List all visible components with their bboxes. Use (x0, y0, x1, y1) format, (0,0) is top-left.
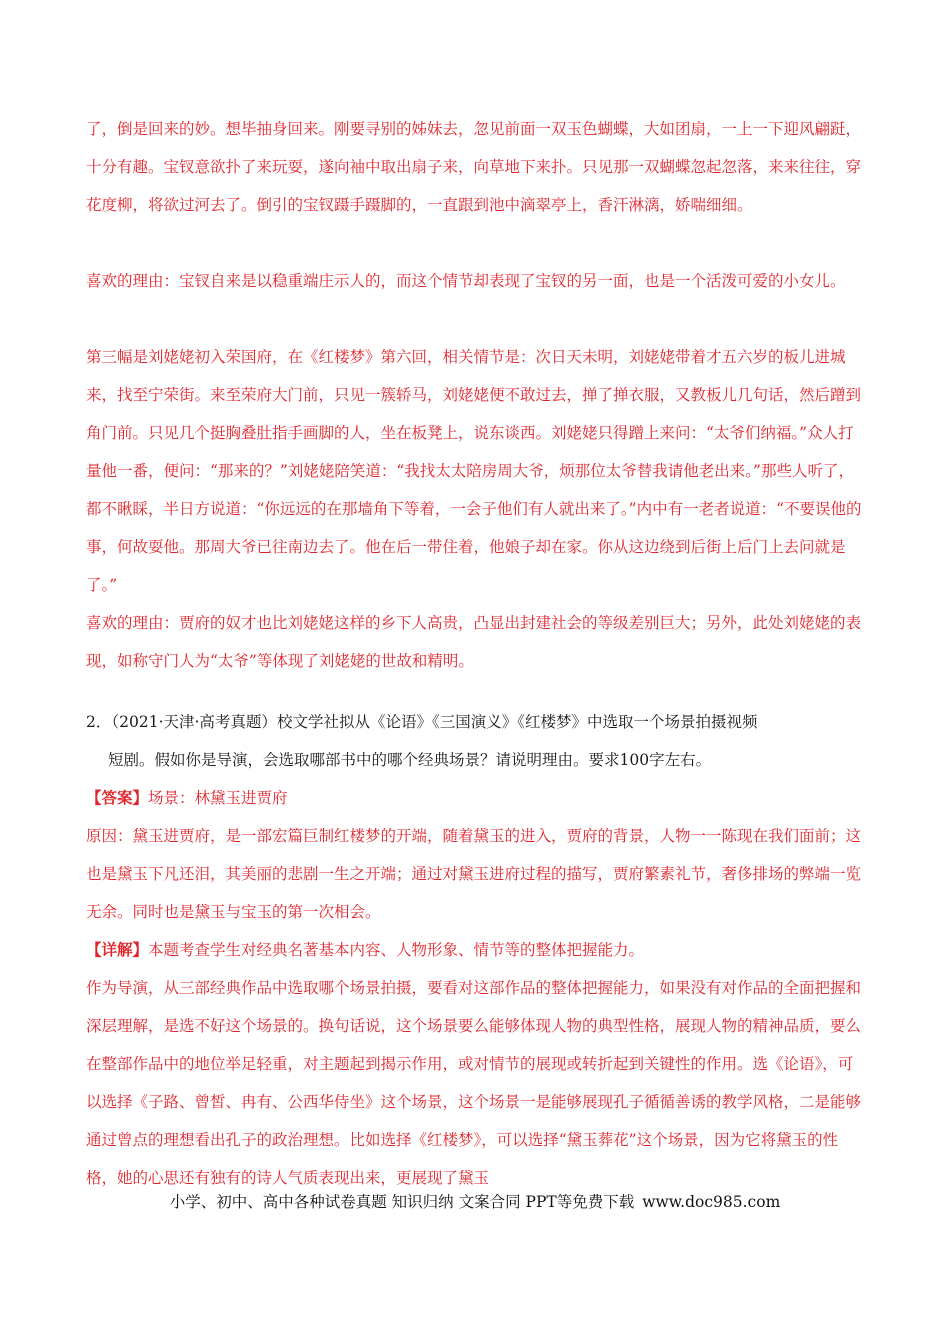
answer-scene (86, 779, 866, 817)
reason-paragraph-baochai: 喜欢的理由：宝钗自来是以稳重端庄示人的，而这个情节却表现了宝钗的另一面，也是一个活泼可爱的小女儿。 (86, 272, 846, 290)
footer-link[interactable]: www.doc985.com (642, 1193, 781, 1211)
story-paragraph-butterfly: 了，倒是回来的妙。想毕抽身回来。刚要寻别的姊妹去，忽见前面一双玉色蝴蝶，大如团扇，一上一下迎风翩跹，十分有趣。宝钗意欲扑了来玩耍，遂向袖中取出扇子来，向草地下来扑。只见那一双蝴蝶忽起忽落，来来往往，穿花度柳，将欲过河去了。倒引的宝钗蹑手蹑脚的，一直跟到池中滴翠亭上，香汗淋漓，娇喘细细。 (86, 120, 862, 214)
answer-scene-text: 场景：林黛玉进贾府 (148, 789, 288, 807)
answer-tag: 【答案】 (86, 788, 149, 807)
explain-intro-text: 本题考查学生对经典名著基本内容、人物形象、情节等的整体把握能力。 (148, 941, 645, 959)
question-source: （2021·天津·高考真题） (111, 713, 277, 731)
page-footer (0, 1188, 950, 1216)
explain-intro (86, 931, 866, 969)
footer-text: 小学、初中、高中各种试卷真题 知识归纳 文案合同 PPT等免费下载 (169, 1193, 635, 1211)
story-paragraph-liulaolao: 第三幅是刘姥姥初入荣国府，在《红楼梦》第六回，相关情节是：次日天未明，刘姥姥带着才五六岁的板儿进城来，找至宁荣街。来至荣府大门前，只见一簇轿马，刘姥姥便不敢过去，掸了掸衣服，又教板儿几句话，然后蹭到角门前。只见几个挺胸叠肚指手画脚的人，坐在板凳上，说东谈西。刘姥姥只得蹭上来问：“太爷们纳福。”众人打量他一番，便问：“那来的？”刘姥姥陪笑道：“我找太太陪房周大爷，烦那位太爷替我请他老出来。”那些人听了，都不瞅睬，半日方说道：“你远远的在那墙角下等着，一会子他们有人就出来了。”内中有一老者说道：“不要误他的事，何故耍他。那周大爷已往南边去了。他在后一带住着，他娘子却在家。你从这边绕到后街上后门上去问就是了。” (86, 348, 862, 594)
reason-paragraph-liulaolao: 喜欢的理由：贾府的奴才也比刘姥姥这样的乡下人高贵，凸显出封建社会的等级差别巨大；另外，此处刘姥姥的表现，如称守门人为“太爷”等体现了刘姥姥的世故和精明。 (86, 614, 862, 670)
question-number: 2． (86, 713, 112, 731)
explain-body: 作为导演，从三部经典作品中选取哪个场景拍摄，要看对这部作品的整体把握能力，如果没有对作品的全面把握和深层理解，是选不好这个场景的。换句话说，这个场景要么能够体现人物的典型性格，展现人物的精神品质，要么在整部作品中的地位举足轻重，对主题起到揭示作用，或对情节的展现或转折起到关键性的作用。选《论语》，可以选择《子路、曾皙、冉有、公西华侍坐》这个场景，这个场景一是能够展现孔子循循善诱的教学风格，二是能够通过曾点的理想看出孔子的政治理想。比如选择《红楼梦》，可以选择“黛玉葬花”这个场景，因为它将黛玉的性格，她的心思还有独有的诗人气质表现出来，更展现了黛玉 (86, 979, 862, 1187)
question-line-2: 短剧。假如你是导演，会选取哪部书中的哪个经典场景？请说明理由。要求100字左右。 (108, 751, 712, 769)
question-2 (86, 703, 866, 779)
question-line-1: 校文学社拟从《论语》《三国演义》《红楼梦》中选取一个场景拍摄视频 (276, 713, 758, 731)
explain-tag: 【详解】 (86, 940, 149, 959)
answer-reason: 原因：黛玉进贾府，是一部宏篇巨制红楼梦的开端，随着黛玉的进入，贾府的背景，人物一一陈现在我们面前；这也是黛玉下凡还泪，其美丽的悲剧一生之开端；通过对黛玉进府过程的描写，贾府繁素礼节，奢侈排场的弊端一览无余。同时也是黛玉与宝玉的第一次相会。 (86, 827, 862, 921)
